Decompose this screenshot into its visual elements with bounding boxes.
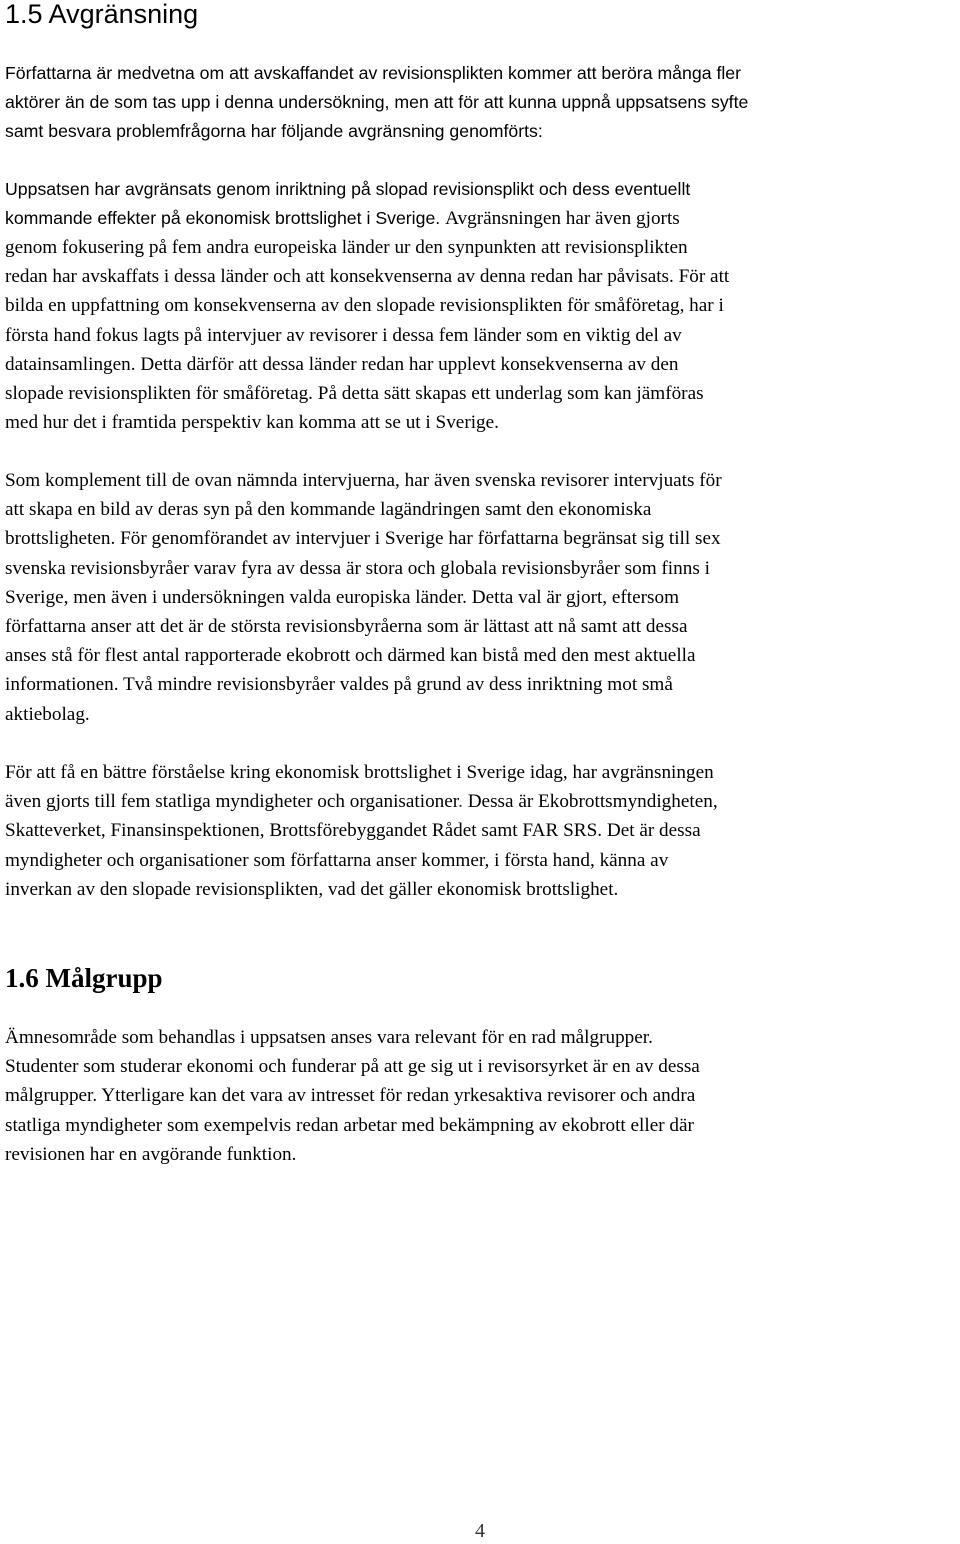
text-line: myndigheter och organisationer som författarna anser kommer, i första hand, känna av xyxy=(5,849,669,871)
text-line: samt besvara problemfrågorna har följande avgränsning genomförts: xyxy=(5,121,543,142)
text-line: Ämnesområde som behandlas i uppsatsen anses vara relevant för en rad målgrupper. xyxy=(5,1027,653,1048)
text-line: Skatteverket, Finansinspektionen, Brottsförebyggandet Rådet samt FAR SRS. Det är dessa xyxy=(5,820,701,842)
text-line: svenska revisionsbyråer varav fyra av dessa är stora och globala revisionsbyråer som finns i xyxy=(5,557,710,579)
text-line: Studenter som studerar ekonomi och funderar på att ge sig ut i revisorsyrket är en av dessa xyxy=(5,1056,700,1078)
text-line: brottsligheten. För genomförandet av intervjuer i Sverige har författarna begränsat sig till sex xyxy=(5,528,721,550)
mixed-font-line xyxy=(5,204,950,233)
text-line: informationen. Två mindre revisionsbyråer valdes på grund av dess inriktning mot små xyxy=(5,674,673,696)
text-line: Uppsatsen har avgränsats genom inriktning på slopad revisionsplikt och dess eventuellt xyxy=(5,179,691,199)
paragraph-2 xyxy=(5,466,950,729)
text-line: datainsamlingen. Detta därför att dessa länder redan har upplevt konsekvenserna av den xyxy=(5,353,679,375)
paragraph-3 xyxy=(5,758,950,904)
text-segment: kommande effekter på ekonomisk brottslighet i Sverige. xyxy=(5,208,441,229)
text-segment: även gjorts till fem statliga myndigheter och organisationer xyxy=(5,791,459,813)
text-line: Författarna är medvetna om att avskaffandet av revisionsplikten kommer att beröra många fler xyxy=(5,63,742,83)
text-line: För att få en bättre förståelse kring ekonomisk brottslighet i Sverige idag, har avgränsningen xyxy=(5,762,714,783)
text-line: genom fokusering på fem andra europeiska länder ur den synpunkten att revisionsplikten xyxy=(5,237,688,258)
text-line: inverkan av den slopade revisionsplikten, vad det gäller ekonomisk brottslighet. xyxy=(5,878,619,900)
text-line: med hur det i framtida perspektiv kan komma att se ut i Sverige. xyxy=(5,412,499,434)
section-heading-1-6: 1.6 Målgrupp xyxy=(5,963,163,993)
text-line: bilda en uppfattning om konsekvenserna av den slopade revisionsplikten för småföretag, har i xyxy=(5,295,724,317)
text-line: Som komplement till de ovan nämnda intervjuerna, har även svenska revisorer intervjuats för xyxy=(5,470,722,491)
text-line: författarna anser att det är de största revisionsbyråerna som är lättast att nå samt att dessa xyxy=(5,615,688,637)
text-line: anses stå för flest antal rapporterade ekobrott och därmed kan bistå med den mest aktuella xyxy=(5,645,696,667)
text-segment: Avgränsningen har även gjorts xyxy=(445,208,680,230)
intro-paragraph xyxy=(5,59,950,147)
text-line: aktiebolag. xyxy=(5,703,90,725)
text-line: slopade revisionsplikten för småföretag. På detta sätt skapas ett underlag som kan jämföras xyxy=(5,382,704,404)
text-line: Sverige, men även i undersökningen valda europiska länder. Detta val är gjort, eftersom xyxy=(5,586,680,608)
section-heading-1-5: 1.5 Avgränsning xyxy=(5,0,199,29)
paragraph-1-sans xyxy=(5,175,950,233)
mixed-color-line xyxy=(5,787,950,816)
text-line: första hand fokus lagts på intervjuer av revisorer i dessa fem länder som en viktig del av xyxy=(5,324,682,346)
text-line: aktörer än de som tas upp i denna undersökning, men att för att kunna uppnå uppsatsens syfte xyxy=(5,92,749,113)
text-line: målgrupper. Ytterligare kan det vara av intresset för redan yrkesaktiva revisorer och andra xyxy=(5,1085,696,1107)
page-number: 4 xyxy=(475,1520,485,1542)
text-line: statliga myndigheter som exempelvis redan arbetar med bekämpning av ekobrott eller där xyxy=(5,1114,694,1136)
text-line: revisionen har en avgörande funktion. xyxy=(5,1143,297,1165)
target-group-paragraph xyxy=(5,1023,950,1169)
text-line: att skapa en bild av deras syn på den kommande lagändringen samt den ekonomiska xyxy=(5,499,652,521)
text-line: redan har avskaffats i dessa länder och att konsekvenserna av denna redan har påvisats. För att xyxy=(5,266,730,288)
text-segment: Dessa är Ekobrottsmyndigheten, xyxy=(462,791,718,813)
accent-period: . xyxy=(458,791,463,813)
paragraph-1-serif xyxy=(5,233,950,437)
